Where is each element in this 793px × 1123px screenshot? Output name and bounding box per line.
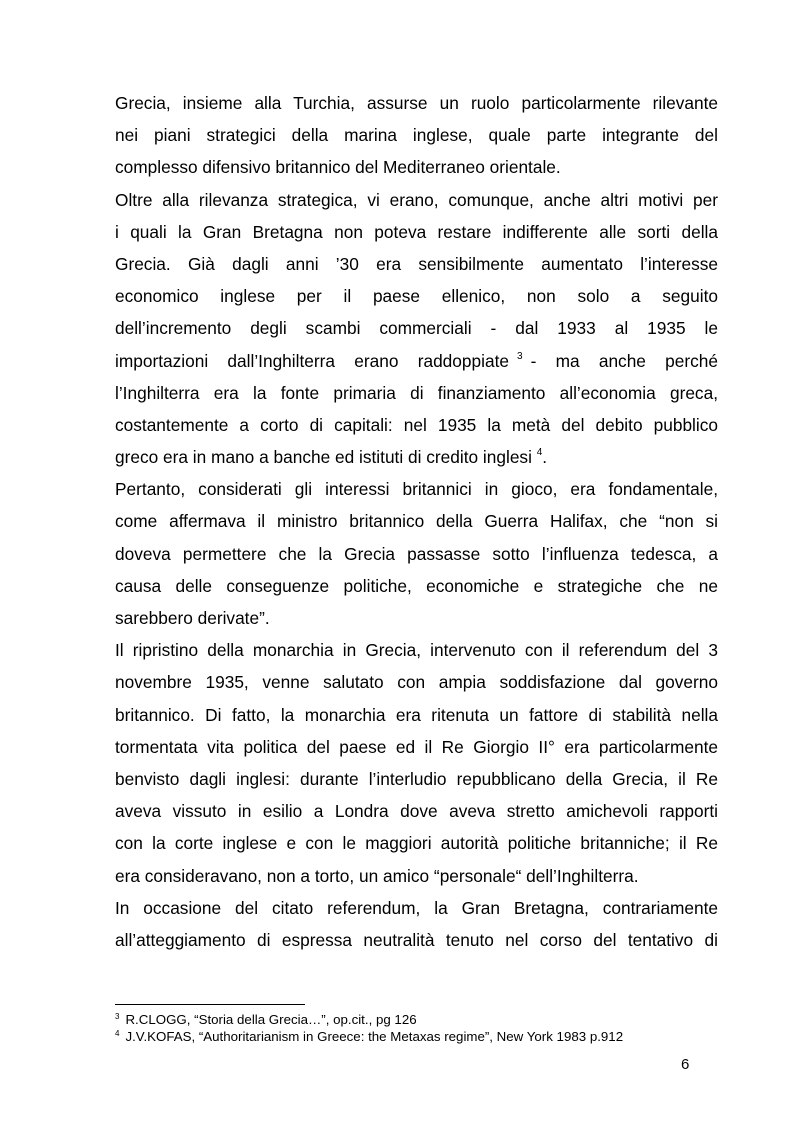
text-line: doveva permettere che la Grecia passasse sotto l’influenza tedesca, a [115, 543, 718, 564]
text-line: costantemente a corto di capitali: nel 1935 la metà del debito pubblico [115, 414, 718, 435]
text-line: all’atteggiamento di espressa neutralità tenuto nel corso del tentativo di [115, 929, 718, 950]
footnote-number: 4 [115, 1028, 120, 1038]
text-line: Grecia, insieme alla Turchia, assurse un ruolo particolarmente rilevante [115, 93, 718, 113]
text-line: sarebbero derivate”. [115, 608, 270, 628]
footnote-number: 3 [115, 1011, 120, 1021]
text-line: In occasione del citato referendum, la Gran Bretagna, contrariamente [115, 897, 718, 918]
text-line: novembre 1935, venne salutato con ampia soddisfazione dal governo [115, 672, 718, 693]
text-line [115, 441, 718, 473]
footnote-separator [115, 1004, 305, 1005]
footnote-text: R.CLOGG, “Storia della Grecia…”, op.cit., pg 126 [125, 1012, 417, 1027]
footnote-3 [115, 1011, 735, 1028]
text-line [115, 345, 718, 377]
footnotes [115, 1011, 735, 1045]
text-segment: - ma anche perché [530, 350, 719, 371]
text-line: Oltre alla rilevanza strategica, vi erano, comunque, anche altri motivi per [115, 189, 718, 210]
page-number: 6 [681, 1056, 690, 1073]
text-line: Pertanto, considerati gli interessi britannici in gioco, era fondamentale, [115, 479, 718, 500]
text-segment: . [542, 447, 548, 468]
text-line: complesso difensivo britannico del Mediterraneo orientale. [115, 157, 561, 178]
text-line: con la corte inglese e con le maggiori autorità politiche britanniche; il Re [115, 833, 718, 854]
text-line: nei piani strategici della marina inglese, quale parte integrante del [115, 125, 718, 146]
text-line: causa delle conseguenze politiche, economiche e strategiche che ne [115, 575, 718, 596]
text-segment: importazioni dall’Inghilterra erano raddoppiate [115, 350, 509, 371]
footnote-4 [115, 1028, 735, 1045]
text-line: era consideravano, non a torto, un amico “personale“ dell’Inghilterra. [115, 865, 639, 886]
text-line: Il ripristino della monarchia in Grecia, intervenuto con il referendum del 3 [115, 640, 718, 661]
text-line: benvisto dagli inglesi: durante l’interludio repubblicano della Grecia, il Re [115, 768, 718, 789]
text-line: come affermava il ministro britannico della Guerra Halifax, che “non si [115, 511, 718, 532]
footnote-ref-3[interactable]: 3 [517, 350, 523, 362]
footnote-ref-4[interactable]: 4 [536, 447, 543, 459]
footnote-text: J.V.KOFAS, “Authoritarianism in Greece: the Metaxas regime”, New York 1983 p.912 [125, 1029, 624, 1044]
text-line: Grecia. Già dagli anni ’30 era sensibilmente aumentato l’interesse [115, 253, 718, 274]
text-line: aveva vissuto in esilio a Londra dove aveva stretto amichevoli rapporti [115, 801, 718, 822]
body-text [115, 87, 718, 956]
text-line: dell’incremento degli scambi commerciali - dal 1933 al 1935 le [115, 318, 718, 339]
text-line: britannico. Di fatto, la monarchia era ritenuta un fattore di stabilità nella [115, 704, 718, 725]
text-line: tormentata vita politica del paese ed il Re Giorgio II° era particolarmente [115, 736, 718, 757]
text-line: economico inglese per il paese ellenico, non solo a seguito [115, 286, 718, 307]
text-line: l’Inghilterra era la fonte primaria di finanziamento all’economia greca, [115, 382, 718, 403]
text-segment: greco era in mano a banche ed istituti di credito inglesi [115, 447, 532, 468]
text-line: i quali la Gran Bretagna non poteva restare indifferente alle sorti della [115, 221, 718, 242]
